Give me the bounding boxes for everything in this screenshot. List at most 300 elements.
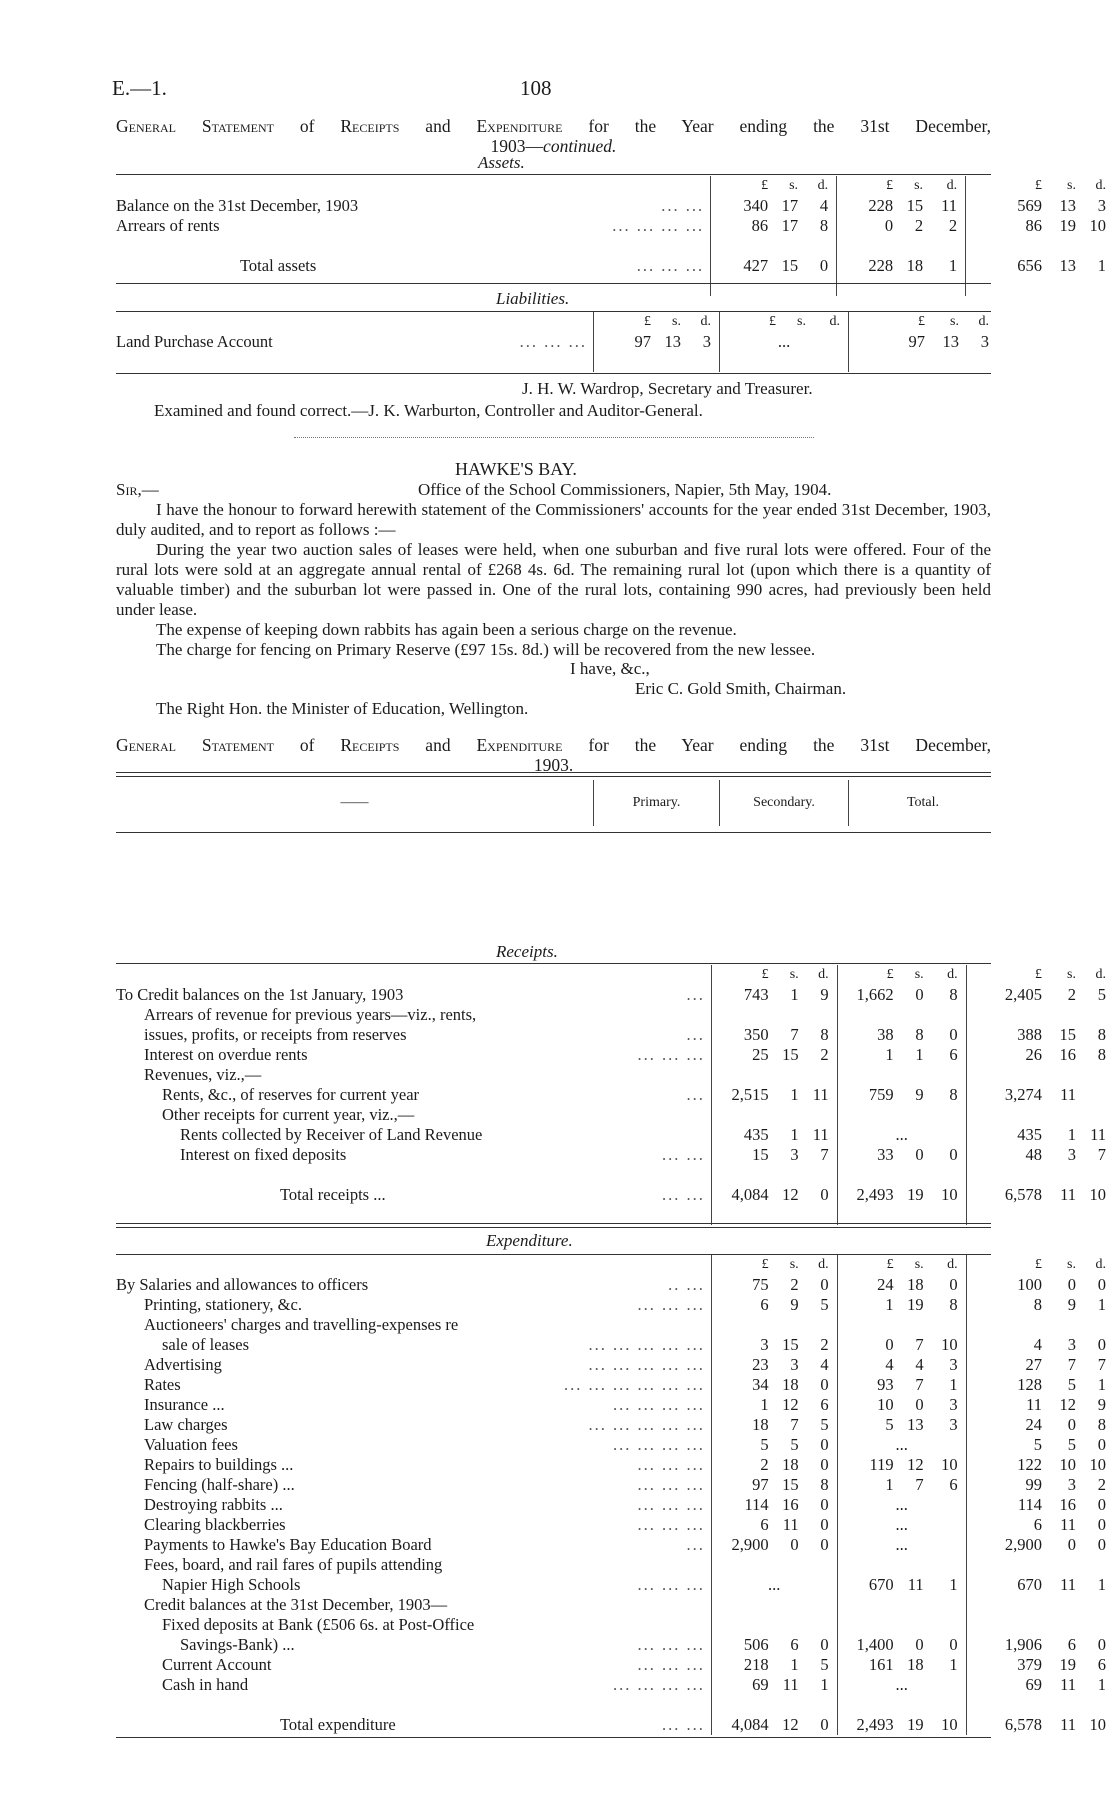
pounds: 114 xyxy=(744,1495,769,1514)
pence: 0 xyxy=(820,1515,829,1534)
row-label xyxy=(116,985,711,1005)
title-part: General Statement xyxy=(116,735,274,755)
empty-marker: ... xyxy=(895,1495,908,1514)
leader-dots: ... ... xyxy=(661,1185,705,1204)
table-row xyxy=(116,1495,1114,1515)
amount xyxy=(838,1655,966,1675)
spacer xyxy=(829,1415,837,1435)
leader-dots: ... ... ... xyxy=(519,332,587,351)
pence: 3 xyxy=(980,332,989,351)
amount-cell-t xyxy=(849,312,998,332)
pence: 3 xyxy=(949,1355,958,1374)
pence: 0 xyxy=(820,1535,829,1554)
amount-cell-s xyxy=(837,1515,966,1535)
empty-marker: ... xyxy=(895,1125,908,1144)
leader-dots: ... ... xyxy=(661,196,705,215)
receipts-label: Receipts. xyxy=(496,942,558,961)
amount xyxy=(967,985,1114,1005)
shillings: 7 xyxy=(790,1025,799,1044)
spacer xyxy=(1106,1275,1114,1295)
label-text: Fees, board, and rail fares of pupils attending xyxy=(144,1555,443,1574)
spacer xyxy=(829,1495,837,1515)
title-part: Receipts xyxy=(340,116,400,136)
letter-address: Office of the School Commissioners, Napier, 5th May, 1904. xyxy=(418,480,832,499)
shillings: 19 xyxy=(1059,216,1076,235)
shillings: 0 xyxy=(790,1535,799,1554)
pounds: 38 xyxy=(877,1025,894,1044)
amount-cell-p xyxy=(711,1655,837,1675)
blank-cell xyxy=(116,1255,711,1275)
pounds: 2,900 xyxy=(1004,1535,1042,1554)
spacer xyxy=(829,1475,837,1495)
amount xyxy=(967,1355,1114,1375)
pounds: 97 xyxy=(908,332,925,351)
amount xyxy=(712,1355,837,1375)
amount xyxy=(712,1435,837,1455)
shillings: 12 xyxy=(1059,1395,1076,1414)
divider xyxy=(116,1223,991,1228)
amount-cell-s xyxy=(837,1275,966,1295)
letter-body xyxy=(116,500,991,660)
pounds: 23 xyxy=(752,1355,769,1374)
spacer xyxy=(1106,1455,1114,1475)
shillings: 15 xyxy=(782,1045,799,1064)
amount-cell-s xyxy=(837,1615,966,1635)
shillings: 7 xyxy=(915,1335,924,1354)
shillings: 0 xyxy=(915,1635,924,1654)
amount-cell-t xyxy=(966,1655,1114,1675)
shillings: 7 xyxy=(915,1475,924,1494)
pence: d. xyxy=(978,314,989,329)
amount-cell-t xyxy=(966,1045,1114,1065)
spacer xyxy=(711,332,719,352)
pounds: 6,578 xyxy=(1004,1185,1042,1204)
row-label xyxy=(116,1315,711,1335)
amount xyxy=(712,1455,837,1475)
spacer xyxy=(1106,1535,1114,1555)
table-row xyxy=(116,1125,1114,1145)
leader-dots: ... xyxy=(686,1085,705,1104)
label-text: Current Account xyxy=(162,1655,272,1674)
amount xyxy=(838,1085,966,1105)
spacer xyxy=(958,1455,966,1475)
pounds: 0 xyxy=(884,216,894,235)
amount xyxy=(712,1375,837,1395)
amount-cell-s xyxy=(837,1415,966,1435)
label-text: Rents collected by Receiver of Land Revenue xyxy=(180,1125,483,1144)
label-text: Rents, &c., of reserves for current year xyxy=(162,1085,420,1104)
row-label xyxy=(116,332,594,352)
pence: 2 xyxy=(820,1045,829,1064)
row-label xyxy=(116,1415,711,1435)
amount xyxy=(838,1475,966,1495)
statement2-title-line1 xyxy=(116,735,991,755)
spacer xyxy=(829,1455,837,1475)
amount xyxy=(838,1515,966,1535)
pounds: 27 xyxy=(1025,1355,1042,1374)
pounds: 3,274 xyxy=(1004,1085,1042,1104)
spacer-row xyxy=(116,352,997,372)
table-row xyxy=(116,1515,1114,1535)
label-text: Fencing (half-share) ... xyxy=(144,1475,295,1494)
amount-cell-s xyxy=(837,1395,966,1415)
spacer xyxy=(958,1295,966,1315)
leader-dots: ... ... ... ... xyxy=(612,1675,705,1694)
pence: 11 xyxy=(1090,1125,1106,1144)
pence: 5 xyxy=(820,1295,829,1314)
spacer xyxy=(1106,1125,1114,1145)
empty-marker: ... xyxy=(895,1515,908,1534)
amount-cell-t xyxy=(966,1375,1114,1395)
spacer xyxy=(1106,1475,1114,1495)
amount-cell-p xyxy=(711,1475,837,1495)
amount xyxy=(711,176,836,196)
empty-marker: ... xyxy=(895,1435,908,1454)
shillings: 13 xyxy=(907,1415,924,1434)
salutation: Sir,— xyxy=(116,480,159,499)
shillings: 0 xyxy=(1067,1415,1076,1434)
label-text: Revenues, viz.,— xyxy=(144,1065,262,1084)
pounds: 0 xyxy=(885,1335,894,1354)
pounds: 2 xyxy=(760,1455,769,1474)
lsd-header-row xyxy=(116,1255,1114,1275)
pounds: 97 xyxy=(634,332,651,351)
label-text: Other receipts for current year, viz.,— xyxy=(162,1105,415,1124)
shillings: 19 xyxy=(907,1185,924,1204)
spacer xyxy=(958,1375,966,1395)
amount-cell-s xyxy=(837,1025,966,1045)
spacer xyxy=(958,1275,966,1295)
leader-dots: ... ... ... xyxy=(637,1475,705,1494)
label-text: Savings-Bank) ... xyxy=(180,1635,295,1654)
spacer xyxy=(958,1145,966,1165)
amount-cell-p xyxy=(711,256,837,276)
amount-cell-s xyxy=(837,965,966,985)
pounds: 75 xyxy=(752,1275,769,1294)
leader-dots: .. ... xyxy=(668,1275,705,1294)
amount-cell-p xyxy=(711,1635,837,1655)
pounds: 97 xyxy=(752,1475,769,1494)
row-label xyxy=(116,1455,711,1475)
letter-paragraph: I have the honour to forward herewith statement of the Commissioners' accounts for the year ended 31st December, 1903, duly audited, and to report as follows :— xyxy=(116,500,991,539)
shillings: 18 xyxy=(907,1655,924,1674)
shillings: 19 xyxy=(1059,1655,1076,1674)
shillings: 7 xyxy=(790,1415,799,1434)
leader-dots: ... ... ... ... ... xyxy=(588,1335,705,1354)
amount xyxy=(838,965,966,985)
spacer xyxy=(829,1515,837,1535)
pounds: £ xyxy=(644,314,651,329)
amount-cell-p xyxy=(711,176,837,196)
row-label xyxy=(116,1715,711,1735)
spacer xyxy=(958,1715,966,1735)
row-label xyxy=(116,1295,711,1315)
spacer xyxy=(1106,1495,1114,1515)
shillings: s. xyxy=(1067,967,1076,982)
shillings: 11 xyxy=(782,1515,799,1534)
shillings: 6 xyxy=(1067,1635,1076,1654)
amount-cell-t xyxy=(966,1615,1114,1635)
pounds: 2,405 xyxy=(1004,985,1042,1004)
pounds: 8 xyxy=(1033,1295,1042,1314)
statement2-title-line2: 1903. xyxy=(533,755,574,775)
leader-dots: ... ... ... xyxy=(637,1295,705,1314)
document-reference: E.—1. xyxy=(112,76,167,100)
amount-cell-t xyxy=(966,1125,1114,1145)
amount-cell-s xyxy=(837,1535,966,1555)
spacer xyxy=(1106,1145,1114,1165)
label-text: Repairs to buildings ... xyxy=(144,1455,294,1474)
table-row xyxy=(116,1615,1114,1635)
amount xyxy=(967,1435,1114,1455)
spacer xyxy=(958,1635,966,1655)
pence: 6 xyxy=(949,1475,958,1494)
pence: 1 xyxy=(949,1575,958,1594)
shillings: 2 xyxy=(1067,985,1076,1004)
spacer-row xyxy=(116,1205,1114,1225)
pounds: 1 xyxy=(885,1045,894,1064)
amount-cell-p xyxy=(711,1375,837,1395)
amount-cell-t xyxy=(849,332,998,352)
spacer xyxy=(958,1575,966,1595)
shillings: 12 xyxy=(907,1455,924,1474)
amount-cell-s xyxy=(837,1045,966,1065)
shillings: 7 xyxy=(1067,1355,1076,1374)
spacer xyxy=(1106,1185,1114,1205)
pounds: £ xyxy=(761,1257,769,1272)
row-label xyxy=(116,1675,711,1695)
letter-paragraph: The charge for fencing on Primary Reserve (£97 15s. 8d.) will be recovered from the new lessee. xyxy=(156,640,816,659)
amount xyxy=(712,1295,837,1315)
divider xyxy=(116,1737,991,1738)
amount xyxy=(711,216,836,236)
shillings: 15 xyxy=(782,1475,799,1494)
pounds: £ xyxy=(1035,1257,1042,1272)
label-text: Fixed deposits at Bank (£506 6s. at Post-Office xyxy=(162,1615,475,1634)
amount-cell-s xyxy=(837,1125,966,1145)
blank-cell xyxy=(116,176,711,196)
leader-dots: ... ... ... ... xyxy=(612,1435,705,1454)
pounds: 69 xyxy=(752,1675,769,1694)
column-header-row xyxy=(116,780,997,826)
table-row xyxy=(116,1295,1114,1315)
amount-cell-t xyxy=(966,216,1114,236)
row-label xyxy=(116,1185,711,1205)
row-label xyxy=(116,1535,711,1555)
assets-table xyxy=(116,176,1114,296)
shillings: s. xyxy=(789,1257,799,1272)
total-row xyxy=(116,256,1114,276)
amount xyxy=(838,1395,966,1415)
amount-cell-s xyxy=(837,256,966,276)
pounds: 1,400 xyxy=(856,1635,894,1654)
pounds: 5 xyxy=(1033,1435,1042,1454)
table-row xyxy=(116,1415,1114,1435)
table-row xyxy=(116,1555,1114,1575)
table-row xyxy=(116,1105,1114,1125)
amount xyxy=(712,985,837,1005)
amount-cell-t xyxy=(966,1355,1114,1375)
table-row xyxy=(116,1435,1114,1455)
shillings: s. xyxy=(914,1257,924,1272)
label-text: Total assets xyxy=(240,256,317,275)
table-row xyxy=(116,1655,1114,1675)
leader-dots: ... xyxy=(686,1535,705,1554)
shillings: 3 xyxy=(1067,1475,1076,1494)
amount-cell-p xyxy=(711,1575,837,1595)
shillings: 13 xyxy=(664,332,681,351)
pence: 7 xyxy=(1097,1355,1106,1374)
amount-cell-t xyxy=(966,1025,1114,1045)
pounds: 11 xyxy=(1026,1395,1042,1414)
leader-dots: ... xyxy=(686,985,705,1004)
amount-cell-s xyxy=(837,1475,966,1495)
spacer xyxy=(829,965,837,985)
lsd-header-row xyxy=(116,176,1114,196)
pence: 0 xyxy=(1097,1495,1106,1514)
amount-cell-p xyxy=(711,1515,837,1535)
pence: 0 xyxy=(949,1275,958,1294)
shillings: 18 xyxy=(907,1275,924,1294)
amount-cell-s xyxy=(837,1065,966,1085)
table-row xyxy=(116,216,1114,236)
pence: 6 xyxy=(1097,1655,1106,1674)
spacer xyxy=(829,1635,837,1655)
row-label xyxy=(116,1275,711,1295)
table-row xyxy=(116,1595,1114,1615)
spacer xyxy=(829,1355,837,1375)
label-text: Insurance ... xyxy=(144,1395,225,1414)
label-text: Clearing blackberries xyxy=(144,1515,286,1534)
spacer-row xyxy=(116,276,1114,296)
label-text: Advertising xyxy=(144,1355,222,1374)
amount-cell-t xyxy=(966,1255,1114,1275)
pence: 0 xyxy=(1097,1515,1106,1534)
amount xyxy=(838,1435,966,1455)
pence: 8 xyxy=(820,1025,829,1044)
spacer xyxy=(989,332,997,352)
shillings: 0 xyxy=(915,1395,924,1414)
spacer xyxy=(1106,1675,1114,1695)
pence: 10 xyxy=(941,1715,958,1734)
pounds: 6 xyxy=(760,1295,769,1314)
shillings: 13 xyxy=(1059,196,1076,215)
title-part: Expenditure xyxy=(476,735,563,755)
label-text: issues, profits, or receipts from reserves xyxy=(144,1025,407,1044)
amount xyxy=(712,1495,837,1515)
spacer xyxy=(829,985,837,1005)
spacer xyxy=(829,1045,837,1065)
amount xyxy=(837,216,965,236)
spacer xyxy=(829,1275,837,1295)
shillings: 6 xyxy=(790,1635,799,1654)
amount-cell-p xyxy=(711,1615,837,1635)
table-row xyxy=(116,1005,1114,1025)
shillings: s. xyxy=(1067,178,1076,193)
amount-cell-p xyxy=(711,1335,837,1355)
amount-cell-p xyxy=(711,1295,837,1315)
pounds: 18 xyxy=(752,1415,769,1434)
pounds: 506 xyxy=(743,1635,769,1654)
spacer xyxy=(711,312,719,332)
title-part: of xyxy=(273,735,341,755)
spacer xyxy=(957,216,965,236)
shillings: 15 xyxy=(906,196,924,215)
table-row xyxy=(116,1145,1114,1165)
pounds: 340 xyxy=(743,196,769,215)
amount xyxy=(838,1675,966,1695)
divider xyxy=(116,963,991,964)
amount-cell-s xyxy=(837,216,966,236)
amount xyxy=(720,312,848,332)
row-label xyxy=(116,1495,711,1515)
shillings: 7 xyxy=(915,1375,924,1394)
pounds: 34 xyxy=(752,1375,769,1394)
amount xyxy=(712,1125,837,1145)
spacer xyxy=(1106,216,1114,236)
pounds: 161 xyxy=(868,1655,894,1674)
amount xyxy=(967,1635,1114,1655)
shillings: 16 xyxy=(782,1495,799,1514)
shillings: 5 xyxy=(1067,1375,1076,1394)
amount-cell-s xyxy=(837,1435,966,1455)
amount-cell-s xyxy=(837,1185,966,1205)
divider xyxy=(116,832,991,833)
amount-cell-s xyxy=(837,1655,966,1675)
shillings: 13 xyxy=(1059,256,1076,275)
amount-cell-t xyxy=(966,1575,1114,1595)
pence: 10 xyxy=(1089,1185,1106,1204)
pence: d. xyxy=(947,967,958,982)
row-label xyxy=(116,1595,711,1615)
pence: 0 xyxy=(1097,1275,1106,1294)
spacer xyxy=(1106,1575,1114,1595)
leader-dots: ... ... ... xyxy=(636,256,705,275)
amount-cell-p xyxy=(711,1005,837,1025)
shillings: s. xyxy=(1067,1257,1076,1272)
amount-cell-t xyxy=(966,1185,1114,1205)
amount xyxy=(838,1275,966,1295)
table-row xyxy=(116,1335,1114,1355)
amount xyxy=(838,1145,966,1165)
label-text: Law charges xyxy=(144,1415,228,1434)
shillings: 19 xyxy=(907,1715,924,1734)
col-blank: —— xyxy=(340,795,369,810)
spacer xyxy=(958,1025,966,1045)
audit-note: Examined and found correct.—J. K. Warburton, Controller and Auditor-General. xyxy=(154,401,703,420)
leader-dots: ... ... ... xyxy=(637,1635,705,1654)
amount-cell-t xyxy=(966,1105,1114,1125)
label-text: Arrears of revenue for previous years—viz., rents, xyxy=(144,1005,477,1024)
liabilities-label: Liabilities. xyxy=(496,289,570,308)
statement2-title xyxy=(116,735,991,775)
pence: 1 xyxy=(948,256,958,275)
spacer xyxy=(1106,1355,1114,1375)
shillings: 9 xyxy=(790,1295,799,1314)
amount-cell-p xyxy=(711,196,837,216)
row-label xyxy=(116,1045,711,1065)
label-text: Napier High Schools xyxy=(162,1575,301,1594)
shillings: 16 xyxy=(1059,1495,1076,1514)
label-text: Credit balances at the 31st December, 1903— xyxy=(144,1595,448,1614)
empty-marker: ... xyxy=(777,332,791,351)
spacer xyxy=(1106,1415,1114,1435)
amount-cell-p xyxy=(711,1025,837,1045)
amount xyxy=(712,1515,837,1535)
shillings: 11 xyxy=(1060,1675,1076,1694)
pence: 0 xyxy=(1097,1535,1106,1554)
table-row xyxy=(116,1315,1114,1335)
